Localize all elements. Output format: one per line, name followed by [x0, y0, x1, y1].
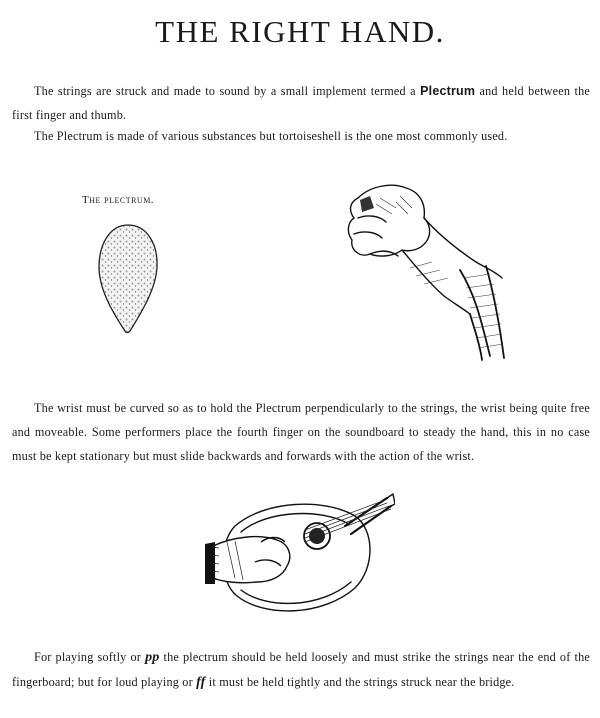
- plectrum-illustration: [95, 222, 161, 334]
- para4-text-c: it must be held tightly and the strings struck near the bridge.: [205, 675, 515, 689]
- para4-text-a: For playing softly or: [34, 650, 146, 664]
- plectrum-caption: The plectrum.: [82, 194, 155, 206]
- para4-text-b: the plectrum should be held loosely and must strike the strings near the end of the fingerboard; but for loud playing or: [12, 650, 590, 689]
- paragraph-plectrum-intro: [12, 79, 590, 127]
- mandolin-playing-illustration: [205, 486, 395, 622]
- paragraph-dynamics: [12, 645, 590, 695]
- dynamic-pp: pp: [145, 650, 160, 665]
- paragraph-wrist-technique: The wrist must be curved so as to hold the Plectrum perpendicularly to the strings, the wrist being quite free and moveable. Some performers place the fourth finger on the soundboard to steady the hand, this in no case must be kept stationary but must slide backwards and forwards with the action of the wrist.: [12, 401, 590, 463]
- hand-holding-plectrum-illustration: [340, 178, 510, 364]
- dynamic-ff: ff: [196, 675, 206, 690]
- plectrum-term: Plectrum: [420, 84, 476, 98]
- para1-text-after: and held between the first finger and thumb.: [12, 84, 590, 122]
- paragraph-plectrum-material: The Plectrum is made of various substances but tortoiseshell is the one most commonly used.: [34, 129, 508, 143]
- page-title: THE RIGHT HAND.: [155, 14, 445, 49]
- para1-text-before: The strings are struck and made to sound by a small implement termed a: [34, 84, 421, 98]
